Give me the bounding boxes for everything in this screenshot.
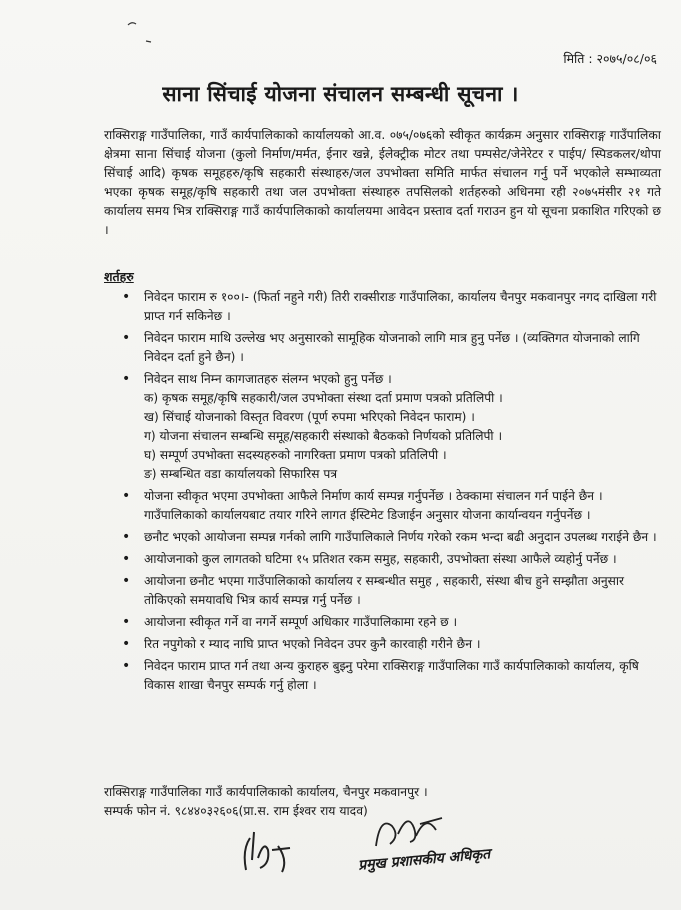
condition-item [120,550,663,569]
condition-item [120,613,663,632]
condition-text: रित नपुगेको र म्याद नाघि प्राप्त भएको निवेदन उपर कुनै कारवाही गरीने छैन । [144,637,481,651]
condition-text: योजना स्वीकृत भएमा उपभोक्ता आफैले निर्माण कार्य सम्पन्न गर्नुपर्नेछ । ठेक्कामा संचालन गर्न पाईने छैन । गाउँपालिकाको कार्यालयबाट तयार गरिने लागत ईस्टिमेट डिजाईन अनुसार योजना कार्यान्वयन गर्नुपर्नेछ । [144,489,603,522]
footer-contact: सम्पर्क फोन नं. ९८४४०३२६०६(प्रा.स. राम ईश्वर राय यादव) [104,804,368,818]
condition-item [120,329,663,367]
condition-text: आयोजना छनौट भएमा गाउँपालिकाको कार्यालय र सम्बन्धीत समुह , सहकारी, संस्था बीच हुने सम्झौता अनुसार तोकिएको समयावधि भित्र कार्य सम्पन्न गर्नु पर्नेछ । [144,574,624,607]
conditions-list [120,288,663,698]
condition-subitem: ग) योजना संचालन सम्बन्धि समूह/सहकारी संस्थाको बैठकको निर्णयको प्रतिलिपी । [144,429,503,443]
condition-item [120,288,663,326]
condition-item [120,487,663,525]
condition-subitem: घ) सम्पूर्ण उपभोक्ता सदस्यहरुको नागरिक्ता प्रमाण पत्रको प्रतिलिपी । [144,448,447,462]
condition-subitem: ङ) सम्बन्धित वडा कार्यालयको सिफारिस पत्र [144,467,338,481]
condition-item [120,635,663,654]
condition-item [120,528,663,547]
bullet-icon: • [122,371,131,387]
bullet-icon: • [122,289,131,305]
condition-text: निवेदन फाराम माथि उल्लेख भए अनुसारको सामूहिक योजनाको लागि मात्र हुनु पर्नेछ । (व्यक्तिगत योजनाको लागि निवेदन दर्ता हुने छैन) । [144,331,640,364]
stray-mark [144,30,154,49]
notice-intro: राक्सिराङ्ग गाउँपालिका, गाउँ कार्यपालिकाको कार्यालयको आ.व. ०७५/०७६को स्वीकृत कार्यक्रम अनुसार राक्सिराङ्ग गाउँपालिका क्षेत्रमा साना सिंचाई योजना (कुलो निर्माण/मर्मत, ईनार खन्ने, ईलेक्ट्रीक मोटर तथा पम्पसेट/जेनेरेटर र पाईप/ स्पिडकलर/थोपा सिंचाई आदि) कृषक समूहहरु/कृषि सहकारी संस्थाहरु/जल उपभोक्ता समिति मार्फत संचालन गर्नु पर्ने भएकोले सम्भाव्यता भएका कृषक समूह/कृषि सहकारी तथा जल उपभोक्ता संस्थाहरु तपसिलको शर्तहरुको अधिनमा रही २०७५मंसीर २१ गते कार्यालय समय भित्र राक्सिराङ्ग गाउँ कार्यपालिकाको कार्यालयमा आवेदन प्रस्ताव दर्ता गराउन हुन यो सूचना प्रकाशित गरिएको छ । [104,128,661,237]
condition-text: आयोजनाको कुल लागतको घटिमा १५ प्रतिशत रकम समुह, सहकारी, उपभोक्ता संस्था आफैले व्यहोर्नु पर्नेछ । [144,552,617,566]
footer-office: राक्सिराङ्ग गाउँपालिका गाउँ कार्यपालिकाको कार्यालय, चैनपुर मकवानपुर । [104,785,428,799]
condition-item [120,370,663,484]
notice-date: मिति : २०७५/०८/०६ [563,51,657,66]
condition-item [120,572,663,610]
condition-text: आयोजना स्वीकृत गर्ने वा नगर्ने सम्पूर्ण अधिकार गाउँपालिकामा रहने छ । [144,615,458,629]
signature-left [238,820,308,880]
bullet-icon: • [122,636,131,652]
stray-mark [126,14,140,33]
condition-item [120,657,663,695]
condition-subitem: क) कृषक समूह/कृषि सहकारी/जल उपभोक्ता संस्था दर्ता प्रमाण पत्रको प्रतिलिपी । [144,391,503,405]
bullet-icon: • [122,488,131,504]
bullet-icon: • [122,551,131,567]
condition-text: निवेदन फाराम रु १००।- (फिर्ता नहुने गरी) तिरी राक्सीराङ गाउँपालिका, कार्यालय चैनपुर मकवानपुर नगद दाखिला गरी प्राप्त गर्न सकिनेछ । [144,290,657,323]
condition-subitem: ख) सिंचाई योजनाको विस्तृत विवरण (पूर्ण रुपमा भरिएको निवेदन फाराम) । [144,410,475,424]
bullet-icon: • [122,573,131,589]
bullet-icon: • [122,614,131,630]
condition-text: निवेदन फाराम प्राप्त गर्न तथा अन्य कुराहरु बुझ्नु परेमा राक्सिराङ्ग गाउँपालिका गाउँ कार्यपालिकाको कार्यालय, कृषि विकास शाखा चैनपुर सम्पर्क गर्नु होला । [144,659,639,692]
bullet-icon: • [122,658,131,674]
condition-text: छनौट भएको आयोजना सम्पन्न गर्नको लागि गाउँपालिकाले निर्णय गरेको रकम भन्दा बढी अनुदान उपलब्ध गराईने छैन । [144,530,657,544]
bullet-icon: • [122,330,131,346]
condition-text: निवेदन साथ निम्न कागजातहरु संलग्न भएको हुनु पर्नेछ । [144,372,392,386]
bullet-icon: • [122,529,131,545]
conditions-heading: शर्तहरु [104,269,134,284]
notice-title: साना सिंचाई योजना संचालन सम्बन्धी सूचना । [162,82,519,106]
officer-stamp: प्रमुख प्रशासकीय अधिकृत [357,846,491,874]
